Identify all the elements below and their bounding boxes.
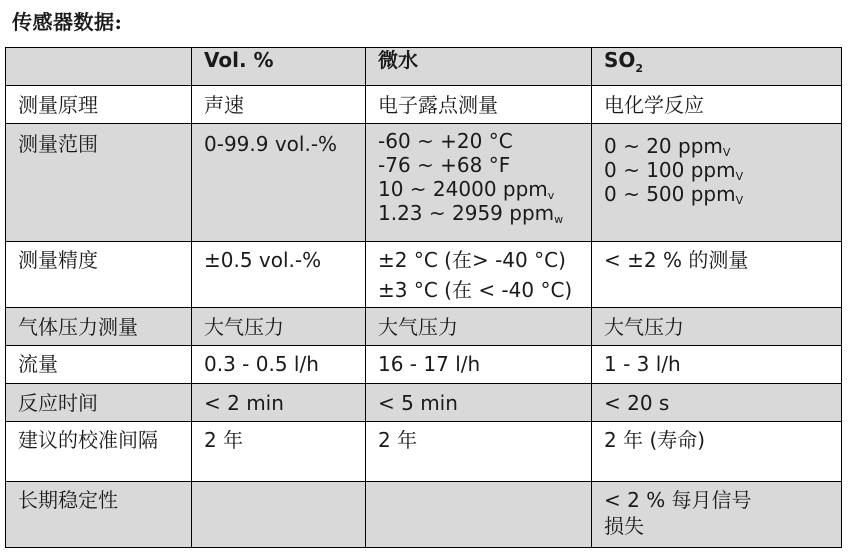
cell-line: ±3 °C (在 < -40 °C) <box>378 278 573 302</box>
table-cell <box>592 124 842 242</box>
header-cell-moisture: 微水 <box>366 48 592 86</box>
row-label: 反应时间 <box>6 384 192 422</box>
cell-line-text: 1.23 ~ 2959 ppm <box>378 201 555 225</box>
table-cell: ±0.5 vol.-% <box>192 242 366 308</box>
so2-label: SO <box>604 48 636 72</box>
cell-line: -60 ~ +20 °C <box>378 129 513 153</box>
table-cell: 大气压力 <box>192 308 366 346</box>
cell-line <box>604 158 841 182</box>
cell-line <box>604 134 841 158</box>
header-cell-so2 <box>592 48 842 86</box>
table-cell: < ±2 % 的测量 <box>592 242 842 308</box>
header-cell-empty <box>6 48 192 86</box>
page-title: 传感器数据: <box>12 10 123 34</box>
so2-subscript: 2 <box>635 62 644 75</box>
table-cell <box>366 124 592 242</box>
unit-subscript: w <box>554 213 564 226</box>
row-label: 长期稳定性 <box>6 482 192 548</box>
row-label: 流量 <box>6 346 192 384</box>
table-row <box>6 86 842 124</box>
row-label: 测量范围 <box>6 124 192 242</box>
table-cell: 大气压力 <box>592 308 842 346</box>
table-cell: 声速 <box>192 86 366 124</box>
cell-line-text: 0 ~ 20 ppm <box>604 134 723 158</box>
cell-line-text: 0 ~ 100 ppm <box>604 158 736 182</box>
table-cell: < 5 min <box>366 384 592 422</box>
cell-line <box>604 182 841 206</box>
table-cell <box>366 482 592 548</box>
table-cell: 1 - 3 l/h <box>592 346 842 384</box>
unit-subscript: v <box>547 189 555 202</box>
table-cell: 电子露点测量 <box>366 86 592 124</box>
table-cell: 大气压力 <box>366 308 592 346</box>
table-cell: 0.3 - 0.5 l/h <box>192 346 366 384</box>
cell-line <box>378 201 591 225</box>
unit-subscript: V <box>735 170 744 183</box>
table-row <box>6 242 842 308</box>
cell-line: ±2 °C (在> -40 °C) <box>378 248 566 272</box>
table-row <box>6 422 842 482</box>
table-cell: 2 年 (寿命) <box>592 422 842 482</box>
cell-line: < 2 % 每月信号 <box>604 488 752 512</box>
table-row <box>6 124 842 242</box>
header-cell-vol: Vol. % <box>192 48 366 86</box>
table-cell <box>366 242 592 308</box>
table-cell <box>192 482 366 548</box>
table-row <box>6 346 842 384</box>
unit-subscript: V <box>735 194 744 207</box>
table-row <box>6 482 842 548</box>
table-cell: 0-99.9 vol.-% <box>192 124 366 242</box>
table-cell: 2 年 <box>366 422 592 482</box>
row-label: 测量原理 <box>6 86 192 124</box>
unit-subscript: V <box>722 146 731 159</box>
table-cell: < 2 min <box>192 384 366 422</box>
table-cell: 电化学反应 <box>592 86 842 124</box>
table-row <box>6 308 842 346</box>
table-row <box>6 384 842 422</box>
table-cell: 16 - 17 l/h <box>366 346 592 384</box>
sensor-data-table <box>5 47 842 548</box>
cell-line-text: 0 ~ 500 ppm <box>604 182 736 206</box>
cell-line: 损失 <box>604 514 644 538</box>
row-label: 气体压力测量 <box>6 308 192 346</box>
cell-line: -76 ~ +68 °F <box>378 153 511 177</box>
table-cell: < 20 s <box>592 384 842 422</box>
table-header-row <box>6 48 842 86</box>
row-label: 测量精度 <box>6 242 192 308</box>
table-cell <box>592 482 842 548</box>
row-label: 建议的校准间隔 <box>6 422 192 482</box>
table-cell: 2 年 <box>192 422 366 482</box>
cell-line-text: 10 ~ 24000 ppm <box>378 177 548 201</box>
cell-line <box>378 177 591 201</box>
